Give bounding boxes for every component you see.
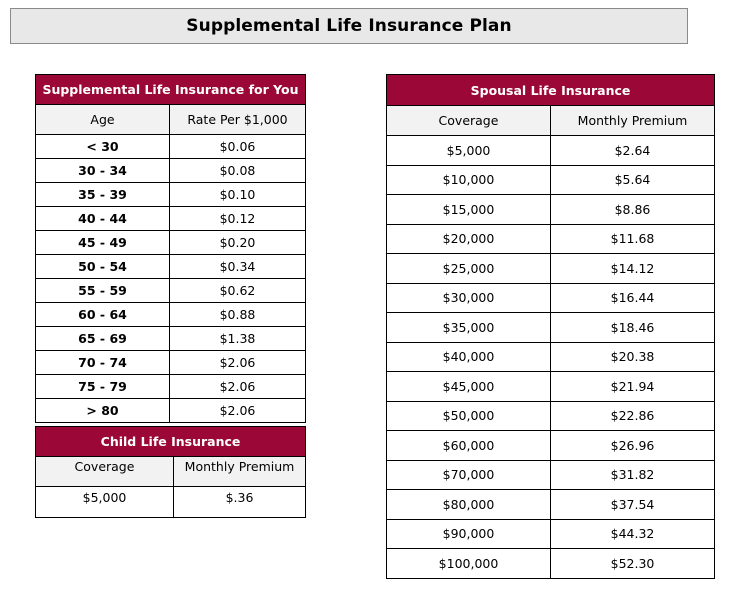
page-title: Supplemental Life Insurance Plan <box>10 8 688 44</box>
column-header-premium: Monthly Premium <box>174 457 306 487</box>
cell-rate: $0.34 <box>170 255 306 279</box>
table-row <box>36 279 306 303</box>
cell-rate: $2.06 <box>170 375 306 399</box>
cell-premium: $21.94 <box>551 372 715 402</box>
cell-age: > 80 <box>36 399 170 423</box>
table-row <box>36 351 306 375</box>
cell-coverage: $10,000 <box>387 165 551 195</box>
table-row <box>387 460 715 490</box>
cell-coverage: $50,000 <box>387 401 551 431</box>
cell-premium: $2.64 <box>551 136 715 166</box>
cell-premium: $.36 <box>174 487 306 518</box>
child-life-table <box>35 426 306 518</box>
cell-age: 65 - 69 <box>36 327 170 351</box>
table-header: Spousal Life Insurance <box>387 75 715 106</box>
cell-premium: $18.46 <box>551 313 715 343</box>
cell-coverage: $30,000 <box>387 283 551 313</box>
table-row <box>387 195 715 225</box>
cell-premium: $14.12 <box>551 254 715 284</box>
cell-coverage: $40,000 <box>387 342 551 372</box>
table-header: Supplemental Life Insurance for You <box>36 75 306 105</box>
cell-premium: $20.38 <box>551 342 715 372</box>
cell-coverage: $20,000 <box>387 224 551 254</box>
cell-rate: $0.62 <box>170 279 306 303</box>
table-row <box>36 183 306 207</box>
table-row <box>387 490 715 520</box>
table-row <box>387 372 715 402</box>
table-row <box>36 207 306 231</box>
cell-premium: $31.82 <box>551 460 715 490</box>
table-row <box>387 431 715 461</box>
table-row <box>387 313 715 343</box>
cell-coverage: $70,000 <box>387 460 551 490</box>
table-row <box>387 549 715 579</box>
cell-age: 30 - 34 <box>36 159 170 183</box>
table-row <box>36 231 306 255</box>
cell-premium: $26.96 <box>551 431 715 461</box>
table-row <box>36 255 306 279</box>
cell-coverage: $90,000 <box>387 519 551 549</box>
cell-coverage: $15,000 <box>387 195 551 225</box>
table-row <box>387 254 715 284</box>
cell-coverage: $80,000 <box>387 490 551 520</box>
cell-rate: $0.12 <box>170 207 306 231</box>
table-header: Child Life Insurance <box>36 427 306 457</box>
cell-premium: $11.68 <box>551 224 715 254</box>
cell-rate: $0.06 <box>170 135 306 159</box>
cell-rate: $0.08 <box>170 159 306 183</box>
spousal-life-table <box>386 74 715 579</box>
cell-rate: $0.88 <box>170 303 306 327</box>
cell-coverage: $5,000 <box>36 487 174 518</box>
table-row <box>387 224 715 254</box>
cell-coverage: $45,000 <box>387 372 551 402</box>
cell-rate: $0.20 <box>170 231 306 255</box>
cell-coverage: $5,000 <box>387 136 551 166</box>
table-row <box>36 135 306 159</box>
cell-age: 40 - 44 <box>36 207 170 231</box>
column-header-rate: Rate Per $1,000 <box>170 105 306 135</box>
table-row <box>387 519 715 549</box>
cell-rate: $0.10 <box>170 183 306 207</box>
cell-age: 70 - 74 <box>36 351 170 375</box>
column-header-coverage: Coverage <box>387 106 551 136</box>
cell-age: 55 - 59 <box>36 279 170 303</box>
cell-coverage: $100,000 <box>387 549 551 579</box>
table-row <box>36 303 306 327</box>
cell-premium: $8.86 <box>551 195 715 225</box>
employee-rate-table <box>35 74 306 423</box>
table-row <box>36 159 306 183</box>
table-row <box>36 399 306 423</box>
cell-rate: $2.06 <box>170 399 306 423</box>
table-row <box>36 327 306 351</box>
cell-rate: $2.06 <box>170 351 306 375</box>
table-row <box>387 165 715 195</box>
cell-premium: $22.86 <box>551 401 715 431</box>
cell-premium: $37.54 <box>551 490 715 520</box>
column-header-age: Age <box>36 105 170 135</box>
column-header-premium: Monthly Premium <box>551 106 715 136</box>
cell-premium: $52.30 <box>551 549 715 579</box>
cell-rate: $1.38 <box>170 327 306 351</box>
table-row <box>36 375 306 399</box>
cell-age: 35 - 39 <box>36 183 170 207</box>
cell-age: 60 - 64 <box>36 303 170 327</box>
cell-coverage: $25,000 <box>387 254 551 284</box>
table-row <box>387 283 715 313</box>
cell-age: 50 - 54 <box>36 255 170 279</box>
table-row <box>387 401 715 431</box>
cell-age: 45 - 49 <box>36 231 170 255</box>
cell-age: 75 - 79 <box>36 375 170 399</box>
table-row <box>387 136 715 166</box>
table-row <box>36 487 306 518</box>
cell-premium: $16.44 <box>551 283 715 313</box>
column-header-coverage: Coverage <box>36 457 174 487</box>
cell-coverage: $35,000 <box>387 313 551 343</box>
cell-coverage: $60,000 <box>387 431 551 461</box>
cell-premium: $44.32 <box>551 519 715 549</box>
cell-premium: $5.64 <box>551 165 715 195</box>
cell-age: < 30 <box>36 135 170 159</box>
table-row <box>387 342 715 372</box>
